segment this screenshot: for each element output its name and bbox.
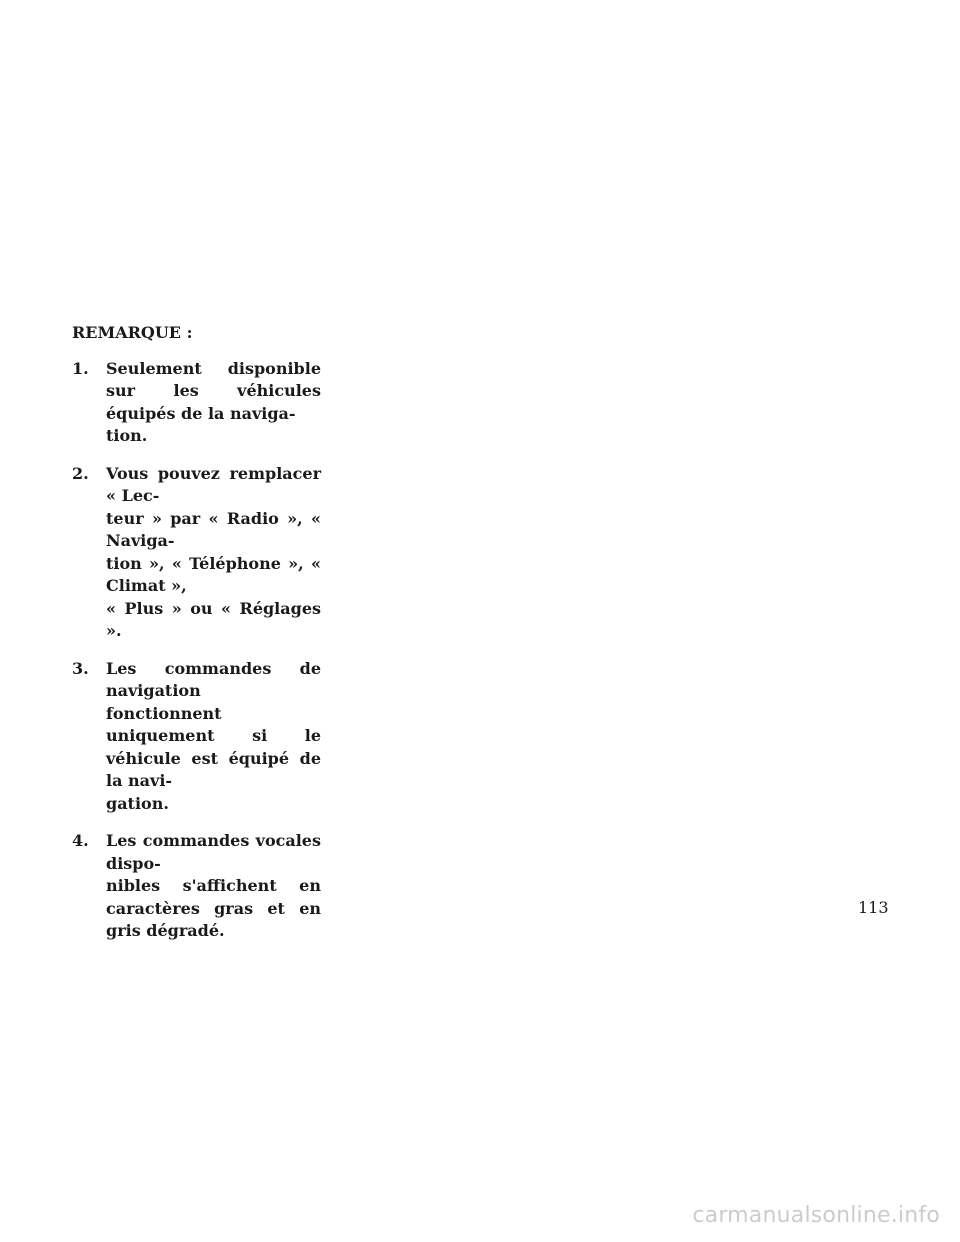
note-item-number: 3. — [72, 658, 89, 678]
note-item-number: 4. — [72, 831, 89, 850]
note-item-text: Les commandes de navigation fonctionnent uniquement si le véhicule est équipé de la navi- gation. — [106, 658, 321, 813]
note-item-number: 1. — [72, 358, 89, 378]
watermark-link[interactable]: carmanualsonline.info — [692, 1203, 940, 1228]
note-item-text: Seulement disponible sur les véhicules équipés de la naviga- tion. — [106, 358, 321, 445]
note-item-number: 2. — [72, 463, 89, 483]
note-item-2 — [72, 463, 321, 643]
note-item-1 — [72, 358, 321, 448]
note-item-text: Vous pouvez remplacer « Lec- teur » par « Radio », « Naviga- tion », « Téléphone », « Climat », « Plus » ou « Réglages ». — [106, 463, 321, 640]
note-item-3 — [72, 658, 321, 816]
note-item-4 — [72, 830, 321, 943]
note-list — [72, 358, 321, 943]
note-heading: REMARQUE : — [72, 323, 193, 342]
page-number: 113 — [858, 898, 889, 917]
note-block — [72, 322, 321, 958]
note-item-text: Les commandes vocales dispo- nibles s'affichent en caractères gras et en gris dégradé. — [106, 831, 321, 940]
